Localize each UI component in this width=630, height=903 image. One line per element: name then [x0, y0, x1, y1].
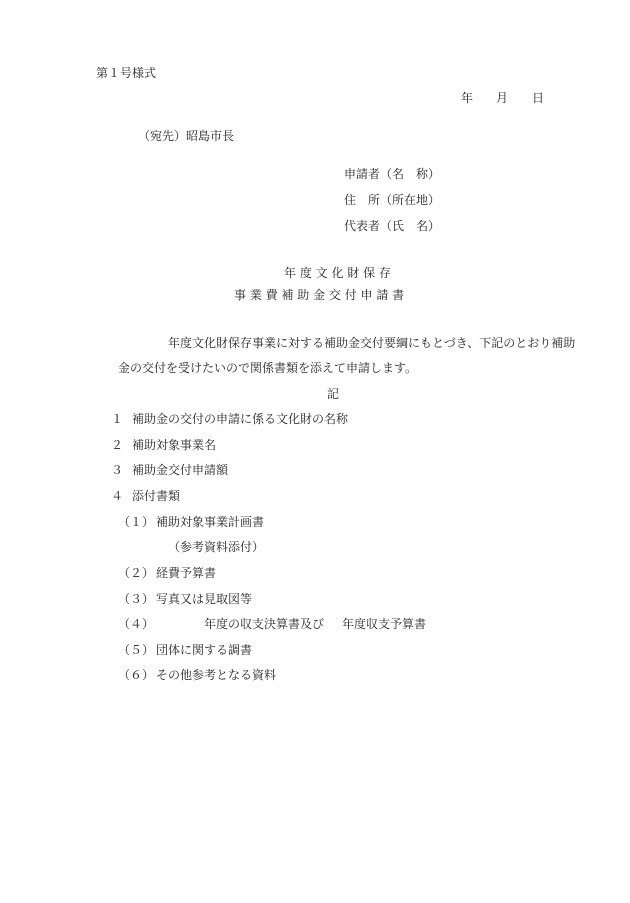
item-text: 補助金の交付の申請に係る文化財の名称: [132, 412, 349, 426]
attachment-text: （参考資料添付）: [168, 540, 265, 554]
item-number: ２: [111, 438, 124, 452]
date-year: 年: [461, 91, 474, 105]
attachment-number: （１）: [118, 515, 155, 529]
body-line-2: 金の交付を受けたいので関係書類を添えて申請します。: [118, 361, 418, 375]
attachment-number: （２）: [118, 566, 155, 580]
item-text: 補助金交付申請額: [132, 463, 229, 477]
attachment-text: 経費予算書: [156, 566, 217, 580]
attachment-number: （６）: [118, 668, 155, 682]
item-number: １: [111, 412, 124, 426]
ki-heading: 記: [327, 387, 340, 401]
attachment-number: （５）: [118, 643, 155, 657]
attachment-text: その他参考となる資料: [156, 668, 277, 682]
applicant-address-label: 住 所（所在地）: [344, 193, 441, 207]
attachment-number: （３）: [118, 592, 155, 606]
item-number: ４: [111, 489, 124, 503]
attachment-number: （４）: [118, 617, 155, 631]
form-number: 第１号様式: [96, 66, 157, 80]
applicant-name-label: 申請者（名 称）: [344, 167, 441, 181]
item-text: 添付書類: [132, 489, 181, 503]
title-line-2: 事 業 費 補 助 金 交 付 申 請 書: [234, 288, 405, 302]
applicant-representative-label: 代表者（氏 名）: [344, 219, 441, 233]
item-number: ３: [111, 463, 124, 477]
attachment-text: 補助対象事業計画書: [156, 515, 265, 529]
attachment-text: 団体に関する調書: [156, 643, 253, 657]
addressee: （宛先）昭島市長: [138, 129, 235, 143]
item-text: 補助対象事業名: [132, 438, 217, 452]
date-day: 日: [532, 91, 545, 105]
attachment-text-a: 年度の収支決算書及び: [204, 617, 325, 631]
date-month: 月: [496, 91, 509, 105]
attachment-text-b: 年度収支予算書: [342, 617, 427, 631]
title-line-1: 年 度 文 化 財 保 存: [284, 266, 391, 280]
attachment-text: 写真又は見取図等: [156, 592, 253, 606]
body-line-1: 年度文化財保存事業に対する補助金交付要綱にもとづき、下記のとおり補助: [168, 336, 576, 350]
